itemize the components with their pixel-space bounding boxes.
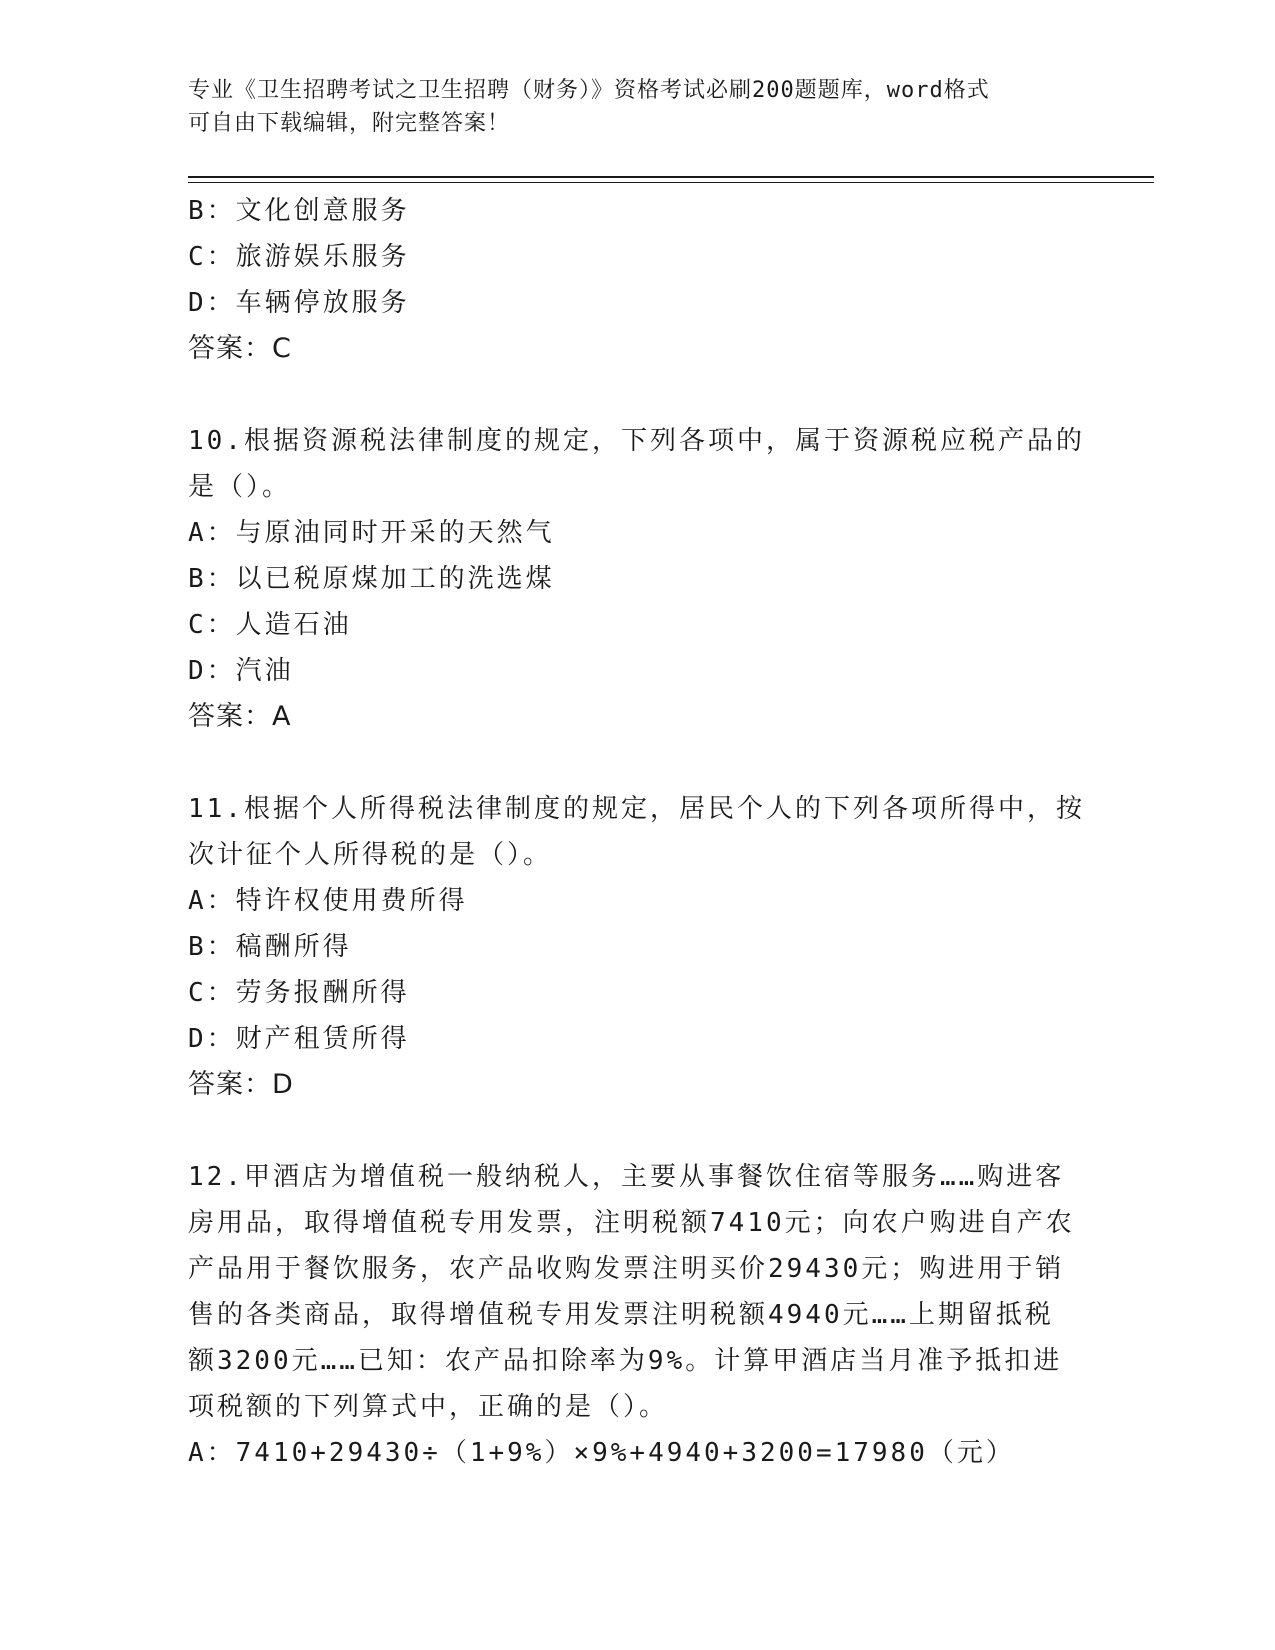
option-b: B：以已税原煤加工的洗选煤 <box>188 564 555 594</box>
option-b: B：稿酬所得 <box>188 932 352 962</box>
option-b: B：文化创意服务 <box>188 196 410 226</box>
question-block-10 <box>188 418 1088 740</box>
document-body <box>188 188 1088 1476</box>
header-line-2: 可自由下载编辑，附完整答案！ <box>188 111 511 136</box>
option-c: C：劳务报酬所得 <box>188 978 410 1008</box>
option-c: C：人造石油 <box>188 610 352 640</box>
question-text-line: 额3200元……已知：农产品扣除率为9%。计算甲酒店当月准予抵扣进 <box>188 1346 1063 1376</box>
option-a: A：特许权使用费所得 <box>188 886 468 916</box>
answer-line: 答案：A <box>188 701 292 732</box>
question-text-line: 次计征个人所得税的是（）。 <box>188 840 553 870</box>
question-text-line: 产品用于餐饮服务，农产品收购发票注明买价29430元；购进用于销 <box>188 1254 1065 1284</box>
question-text-line: 是（）。 <box>188 472 292 502</box>
answer-line: 答案：D <box>188 1069 294 1100</box>
option-d: D：车辆停放服务 <box>188 288 410 318</box>
document-header <box>188 74 1078 140</box>
option-c: C：旅游娱乐服务 <box>188 242 410 272</box>
question-text-line: 项税额的下列算式中，正确的是（）。 <box>188 1392 669 1422</box>
option-d: D：财产租赁所得 <box>188 1024 410 1054</box>
header-divider-thick <box>188 176 1154 178</box>
question-block-9 <box>188 188 1088 372</box>
header-divider-thin <box>188 182 1154 183</box>
question-text-line: 11.根据个人所得税法律制度的规定，居民个人的下列各项所得中，按 <box>188 794 1085 824</box>
question-text-line: 12.甲酒店为增值税一般纳税人，主要从事餐饮住宿等服务……购进客 <box>188 1162 1065 1192</box>
question-block-12 <box>188 1154 1088 1476</box>
option-a: A：7410+29430÷（1+9%）×9%+4940+3200=17980（元） <box>188 1438 1015 1468</box>
answer-line: 答案：C <box>188 333 292 364</box>
question-block-11 <box>188 786 1088 1108</box>
option-d: D：汽油 <box>188 656 294 686</box>
question-text-line: 10.根据资源税法律制度的规定，下列各项中，属于资源税应税产品的 <box>188 426 1085 456</box>
option-a: A：与原油同时开采的天然气 <box>188 518 555 548</box>
header-line-1: 专业《卫生招聘考试之卫生招聘（财务）》资格考试必刷200题题库，word格式 <box>188 78 990 103</box>
question-text-line: 售的各类商品，取得增值税专用发票注明税额4940元……上期留抵税 <box>188 1300 1054 1330</box>
question-text-line: 房用品，取得增值税专用发票，注明税额7410元；向农户购进自产农 <box>188 1208 1075 1238</box>
